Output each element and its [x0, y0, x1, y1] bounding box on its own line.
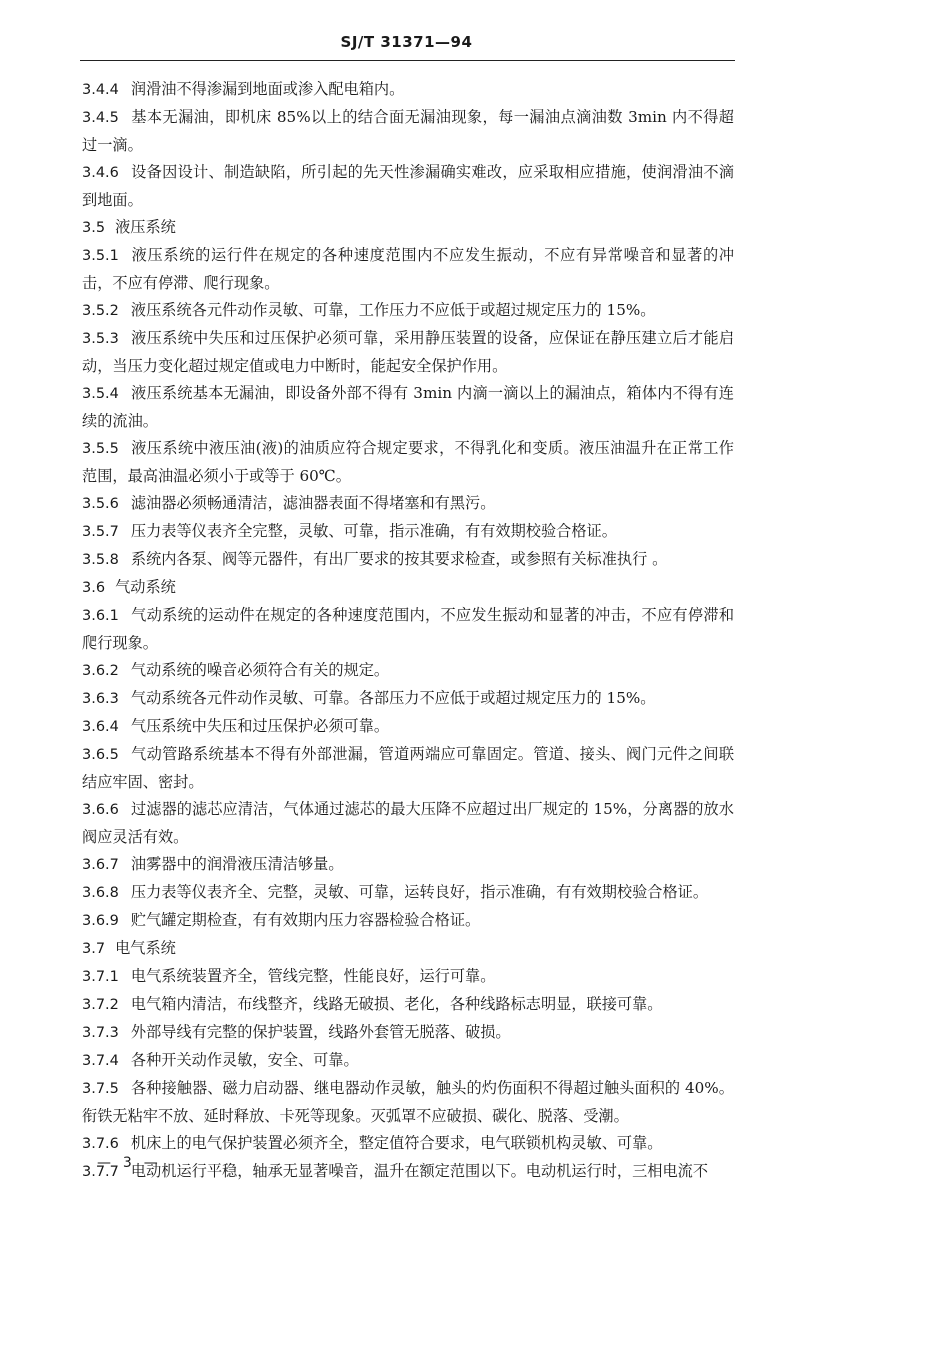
clause-number: 3.7.6 [82, 1136, 119, 1152]
clause-item [82, 490, 734, 518]
clause-number: 3.5.4 [82, 386, 119, 402]
clause-number: 3.7 [82, 941, 106, 957]
clause-number: 3.4.6 [82, 165, 119, 181]
clause-text: 电动机运行平稳，轴承无显著噪音，温升在额定范围以下。电动机运行时，三相电流不 [130, 1162, 709, 1180]
clause-number: 3.7.4 [82, 1053, 119, 1069]
clause-item [82, 380, 734, 435]
clause-number: 3.5.3 [82, 331, 119, 347]
clause-number: 3.5.2 [82, 303, 119, 319]
clause-item [82, 879, 734, 907]
clause-item [82, 796, 734, 851]
clause-item [82, 1158, 734, 1186]
clause-item [82, 991, 734, 1019]
clause-item [82, 851, 734, 879]
clause-number: 3.5.7 [82, 524, 119, 540]
clause-text: 气动系统的噪音必须符合有关的规定。 [130, 661, 390, 679]
clause-number: 3.5.6 [82, 496, 119, 512]
section-heading [82, 214, 734, 242]
clause-item [82, 546, 734, 574]
clause-text: 机床上的电气保护装置必须齐全，整定值符合要求，电气联锁机构灵敏、可靠。 [130, 1134, 663, 1152]
clause-item [82, 435, 734, 490]
clause-item [82, 518, 734, 546]
document-body [82, 76, 734, 1186]
clause-number: 3.5.8 [82, 552, 119, 568]
clause-number: 3.5.1 [82, 248, 119, 264]
clause-text: 气动系统的运动件在规定的各种速度范围内，不应发生振动和显著的冲击，不应有停滞和爬行现象。 [82, 606, 734, 652]
clause-number: 3.7.3 [82, 1025, 119, 1041]
clause-text: 外部导线有完整的保护装置，线路外套管无脱落、破损。 [130, 1023, 511, 1041]
clause-number: 3.6.9 [82, 913, 119, 929]
clause-number: 3.4.5 [82, 110, 119, 126]
clause-number: 3.6.7 [82, 857, 119, 873]
clause-item [82, 159, 734, 214]
clause-number: 3.6.8 [82, 885, 119, 901]
clause-number: 3.6.3 [82, 691, 119, 707]
clause-number: 3.6.2 [82, 663, 119, 679]
clause-item [82, 104, 734, 159]
clause-number: 3.6.5 [82, 747, 119, 763]
clause-text: 压力表等仪表齐全完整，灵敏、可靠，指示准确，有有效期校验合格证。 [130, 522, 617, 540]
clause-item [82, 685, 734, 713]
clause-text: 各种接触器、磁力启动器、继电器动作灵敏，触头的灼伤面积不得超过触头面积的 40%。衔铁无粘牢不放、延时释放、卡死等现象。灭弧罩不应破损、碳化、脱落、受潮。 [82, 1079, 734, 1125]
clause-item [82, 1047, 734, 1075]
clause-text: 压力表等仪表齐全、完整，灵敏、可靠，运转良好，指示准确，有有效期校验合格证。 [130, 883, 709, 901]
clause-item [82, 1075, 734, 1130]
clause-item [82, 1019, 734, 1047]
clause-text: 电气箱内清洁，布线整齐，线路无破损、老化，各种线路标志明显，联接可靠。 [130, 995, 663, 1013]
clause-text: 液压系统基本无漏油，即设备外部不得有 3min 内滴一滴以上的漏油点，箱体内不得有连续的流油。 [82, 384, 734, 430]
section-title: 气动系统 [115, 578, 176, 596]
clause-text: 液压系统的运行件在规定的各种速度范围内不应发生振动，不应有异常噪音和显著的冲击，不应有停滞、爬行现象。 [82, 246, 734, 292]
clause-text: 气压系统中失压和过压保护必须可靠。 [130, 717, 390, 735]
clause-number: 3.6.4 [82, 719, 119, 735]
clause-text: 液压系统中液压油(液)的油质应符合规定要求，不得乳化和变质。液压油温升在正常工作范围，最高油温必须小于或等于 60℃。 [82, 439, 734, 485]
clause-text: 设备因设计、制造缺陷，所引起的先天性渗漏确实难改，应采取相应措施，使润滑油不滴到地面。 [82, 163, 734, 209]
clause-text: 润滑油不得渗漏到地面或渗入配电箱内。 [130, 80, 405, 98]
clause-number: 3.7.2 [82, 997, 119, 1013]
clause-item [82, 297, 734, 325]
clause-text: 过滤器的滤芯应清洁，气体通过滤芯的最大压降不应超过出厂规定的 15%，分离器的放水阀应灵活有效。 [82, 800, 734, 846]
clause-text: 各种开关动作灵敏，安全、可靠。 [130, 1051, 359, 1069]
clause-text: 电气系统装置齐全，管线完整，性能良好，运行可靠。 [130, 967, 496, 985]
clause-item [82, 76, 734, 104]
clause-number: 3.7.5 [82, 1081, 119, 1097]
page-number: — 3 — [97, 1155, 159, 1171]
clause-number: 3.7.1 [82, 969, 119, 985]
clause-number: 3.6 [82, 580, 106, 596]
clause-text: 基本无漏油，即机床 85%以上的结合面无漏油现象，每一漏油点滴油数 3min 内不得超过一滴。 [82, 108, 734, 154]
clause-text: 油雾器中的润滑液压清洁够量。 [130, 855, 344, 873]
section-title: 液压系统 [115, 218, 176, 236]
clause-text: 贮气罐定期检查，有有效期内压力容器检验合格证。 [130, 911, 481, 929]
clause-number: 3.5 [82, 220, 106, 236]
clause-number: 3.6.6 [82, 802, 119, 818]
section-heading [82, 574, 734, 602]
clause-text: 液压系统中失压和过压保护必须可靠，采用静压装置的设备，应保证在静压建立后才能启动，当压力变化超过规定值或电力中断时，能起安全保护作用。 [82, 329, 734, 375]
clause-item [82, 963, 734, 991]
clause-item [82, 1130, 734, 1158]
clause-item [82, 713, 734, 741]
clause-item [82, 741, 734, 796]
clause-number: 3.6.1 [82, 608, 119, 624]
clause-text: 滤油器必须畅通清洁，滤油器表面不得堵塞和有黑污。 [130, 494, 496, 512]
section-title: 电气系统 [115, 939, 176, 957]
document-code: SJ/T 31371—94 [340, 33, 473, 51]
clause-item [82, 242, 734, 297]
clause-text: 系统内各泵、阀等元器件，有出厂要求的按其要求检查，或参照有关标准执行 。 [130, 550, 668, 568]
clause-item [82, 657, 734, 685]
clause-number: 3.7.7 [82, 1164, 119, 1180]
clause-item [82, 325, 734, 380]
section-heading [82, 935, 734, 963]
clause-item [82, 907, 734, 935]
clause-item [82, 602, 734, 657]
clause-number: 3.4.4 [82, 82, 119, 98]
header-rule [80, 60, 735, 61]
clause-text: 液压系统各元件动作灵敏、可靠，工作压力不应低于或超过规定压力的 15%。 [130, 301, 656, 319]
clause-text: 气动系统各元件动作灵敏、可靠。各部压力不应低于或超过规定压力的 15%。 [130, 689, 656, 707]
clause-number: 3.5.5 [82, 441, 119, 457]
clause-text: 气动管路系统基本不得有外部泄漏，管道两端应可靠固定。管道、接头、阀门元件之间联结应牢固、密封。 [82, 745, 734, 791]
